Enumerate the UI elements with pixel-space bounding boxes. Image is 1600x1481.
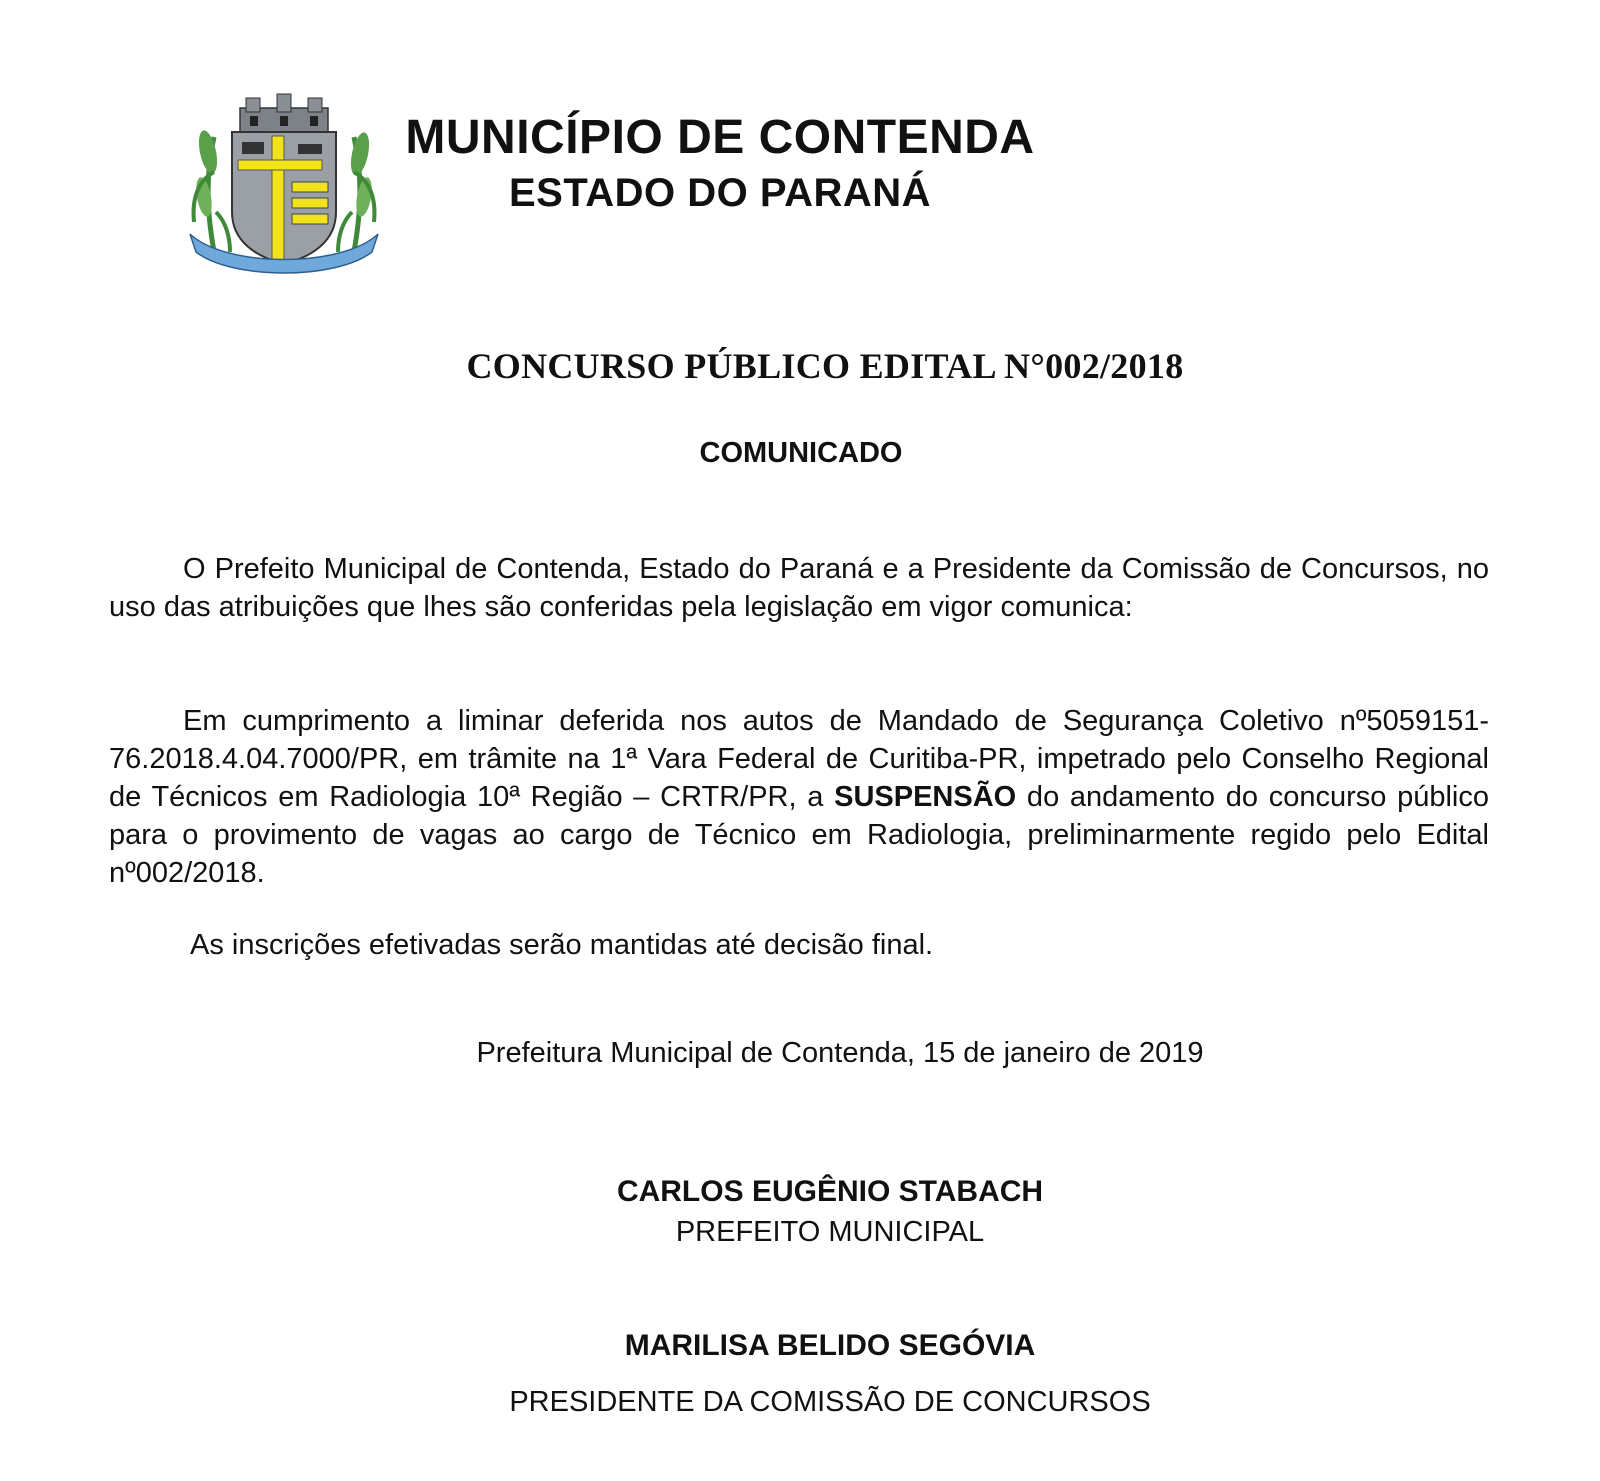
shield-icon: [232, 132, 336, 264]
paragraph-suspension-text-1: Em cumprimento a liminar deferida nos autos de Mandado de Segurança Coletivo nº5059151-76.2018.4.04.7000/PR, em trâmite na 1ª Vara Federal de Curitiba-PR, impetrado pelo Conselho Regional de Técnicos em Radiologia 10ª Região – CRTR/PR, a: [109, 705, 1489, 813]
edital-title: CONCURSO PÚBLICO EDITAL N°002/2018: [466, 346, 1184, 386]
place-date: Prefeitura Municipal de Contenda, 15 de janeiro de 2019: [476, 1037, 1204, 1069]
paragraph-registrations: As inscrições efetivadas serão mantidas até decisão final.: [190, 929, 934, 961]
municipality-title: MUNICÍPIO DE CONTENDA: [405, 111, 1035, 164]
municipal-coat-of-arms-icon: [186, 92, 382, 282]
state-title: ESTADO DO PARANÁ: [508, 171, 932, 215]
signature-block-mayor: [300, 1172, 1360, 1252]
document-heading: COMUNICADO: [699, 437, 903, 469]
paragraph-intro: O Prefeito Municipal de Contenda, Estado do Paraná e a Presidente da Comissão de Concursos, no uso das atribuições que lhes são conferidas pela legislação em vigor comunica:: [109, 553, 1489, 623]
signature-block-commission: [300, 1318, 1360, 1430]
paragraph-suspension-text-2: do andamento do concurso público para o provimento de vagas ao cargo de Técnico em Radiologia, preliminarmente regido pelo Edital nº002/2018.: [109, 781, 1489, 889]
suspension-keyword: SUSPENSÃO: [834, 781, 1017, 813]
paragraph-suspension: [109, 702, 1489, 892]
mural-crown-icon: [240, 94, 328, 132]
signatory-role: PREFEITO MUNICIPAL: [675, 1216, 985, 1248]
signatory-name: CARLOS EUGÊNIO STABACH: [616, 1175, 1044, 1208]
signatory-name: MARILISA BELIDO SEGÓVIA: [624, 1329, 1036, 1362]
document-header: [380, 110, 1060, 220]
signatory-role: PRESIDENTE DA COMISSÃO DE CONCURSOS: [509, 1386, 1151, 1418]
